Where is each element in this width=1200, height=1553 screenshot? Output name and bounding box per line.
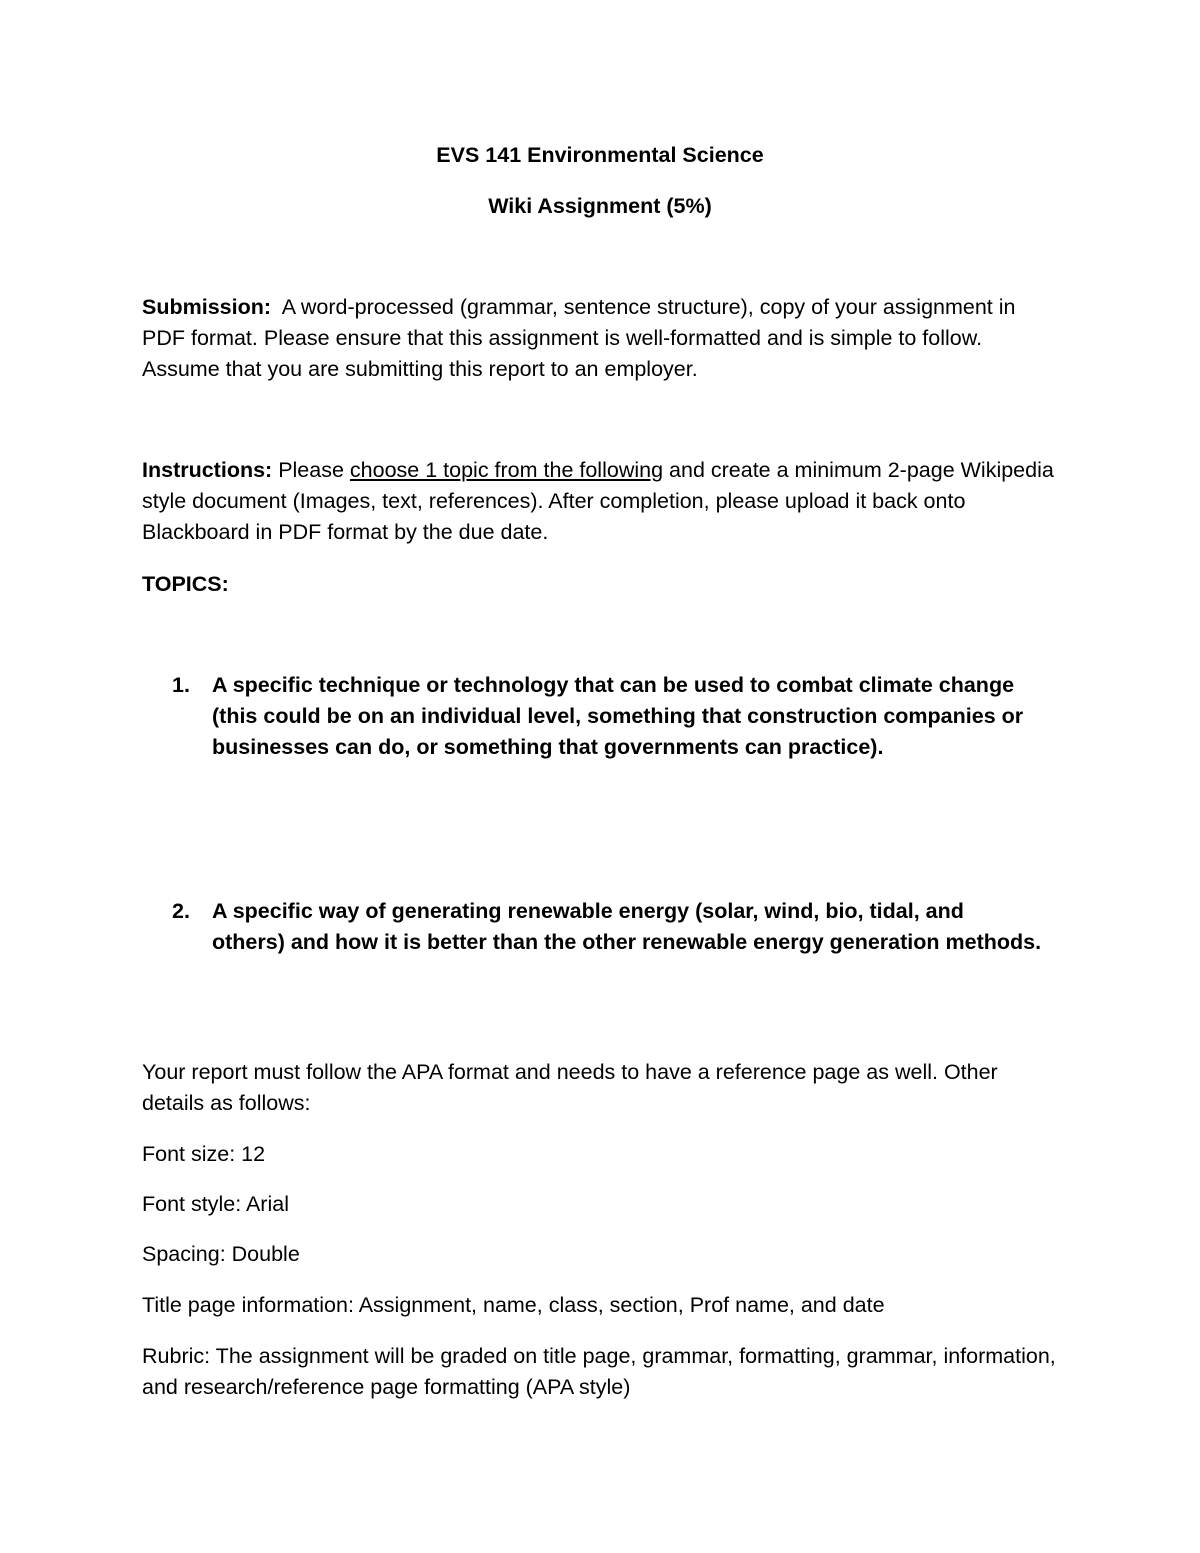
- submission-paragraph: [142, 292, 1062, 385]
- course-title: EVS 141 Environmental Science: [436, 143, 764, 167]
- topic-number: 2.: [172, 899, 190, 923]
- assignment-title: Wiki Assignment (5%): [488, 194, 712, 218]
- instructions-text-before: Please: [278, 458, 344, 482]
- instructions-paragraph: [142, 455, 1062, 548]
- apa-requirements-paragraph: Your report must follow the APA format and needs to have a reference page as well. Other details as follows:: [142, 1060, 998, 1115]
- instructions-underlined-text: choose 1 topic from the following: [349, 458, 664, 482]
- topic-text: A specific technique or technology that can be used to combat climate change (this could be on an individual level, something that construction companies or businesses can do, or something that governments can practice).: [212, 673, 1024, 759]
- rubric-detail: Rubric: The assignment will be graded on title page, grammar, formatting, grammar, information, and research/reference page formatting (APA style): [142, 1344, 1056, 1399]
- topic-item: [172, 670, 1042, 763]
- topics-heading: TOPICS:: [142, 572, 229, 596]
- topic-item: [172, 896, 1042, 958]
- instructions-text-after: and create a minimum 2-page Wikipedia style document (Images, text, references). After completion, please upload it back onto Blackboard in PDF format by the due date.: [142, 458, 1054, 544]
- submission-text: A word-processed (grammar, sentence structure), copy of your assignment in PDF format. Please ensure that this assignment is well-formatted and is simple to follow. Assume that you are submitting this report to an employer.: [142, 295, 1016, 381]
- submission-label: Submission:: [142, 295, 272, 319]
- font-size-detail: Font size: 12: [142, 1142, 266, 1166]
- topic-number: 1.: [172, 673, 190, 697]
- title-page-detail: Title page information: Assignment, name, class, section, Prof name, and date: [142, 1293, 885, 1317]
- font-style-detail: Font style: Arial: [142, 1192, 289, 1216]
- instructions-label: Instructions:: [142, 458, 273, 482]
- spacing-detail: Spacing: Double: [142, 1242, 300, 1266]
- topic-text: A specific way of generating renewable energy (solar, wind, bio, tidal, and others) and how it is better than the other renewable energy generation methods.: [212, 899, 1042, 954]
